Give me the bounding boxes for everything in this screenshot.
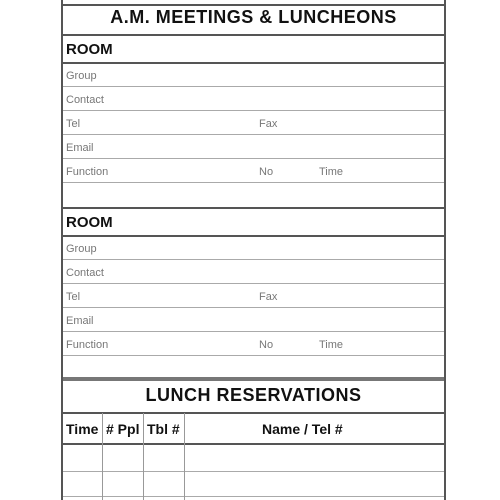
- table-row-line: [63, 496, 444, 497]
- row-line: [63, 355, 444, 356]
- room-2-email-field[interactable]: Email: [66, 315, 94, 327]
- form-sheet: [61, 0, 446, 500]
- room-1-fax-field[interactable]: Fax: [259, 118, 278, 130]
- top-border: [63, 4, 444, 6]
- room-2-time-field[interactable]: Time: [319, 339, 344, 351]
- row-line: [63, 331, 444, 332]
- room-1-no-field[interactable]: No: [259, 166, 274, 178]
- room-1-email-field[interactable]: Email: [66, 142, 94, 154]
- col-divider: [143, 413, 144, 500]
- row-line: [63, 283, 444, 284]
- page-title: A.M. MEETINGS & LUNCHEONS: [110, 7, 397, 27]
- room-2-contact-field[interactable]: Contact: [66, 267, 104, 279]
- col-divider: [184, 413, 185, 500]
- room-1-group-field[interactable]: Group: [66, 70, 97, 82]
- room-separator: [63, 207, 444, 209]
- row-line: [63, 134, 444, 135]
- row-line: [63, 86, 444, 87]
- room-1-label: ROOM: [66, 41, 113, 58]
- room-1-function-field[interactable]: Function: [66, 166, 109, 178]
- section-separator: [63, 377, 444, 381]
- lunch-title: LUNCH RESERVATIONS: [145, 385, 362, 405]
- col-divider: [102, 413, 103, 500]
- col-header-name-tel: Name / Tel #: [262, 421, 343, 437]
- row-line: [63, 307, 444, 308]
- row-line: [63, 259, 444, 260]
- room-2-function-field[interactable]: Function: [66, 339, 109, 351]
- room-2-fax-field[interactable]: Fax: [259, 291, 278, 303]
- col-header-time: Time: [66, 421, 99, 437]
- room-2-group-field[interactable]: Group: [66, 243, 97, 255]
- room-1-divider: [63, 62, 444, 64]
- row-line: [63, 158, 444, 159]
- title-divider: [63, 34, 444, 36]
- header-divider: [63, 443, 444, 445]
- room-2-tel-field[interactable]: Tel: [66, 291, 81, 303]
- room-2-divider: [63, 235, 444, 237]
- col-header-tbl: Tbl #: [147, 421, 180, 437]
- room-2-label: ROOM: [66, 214, 113, 231]
- room-2-no-field[interactable]: No: [259, 339, 274, 351]
- lunch-title-divider: [63, 412, 444, 414]
- row-line: [63, 182, 444, 183]
- room-1-time-field[interactable]: Time: [319, 166, 344, 178]
- row-line: [63, 110, 444, 111]
- col-header-ppl: # Ppl: [106, 421, 140, 437]
- room-1-contact-field[interactable]: Contact: [66, 94, 104, 106]
- room-1-tel-field[interactable]: Tel: [66, 118, 81, 130]
- table-row-line: [63, 471, 444, 472]
